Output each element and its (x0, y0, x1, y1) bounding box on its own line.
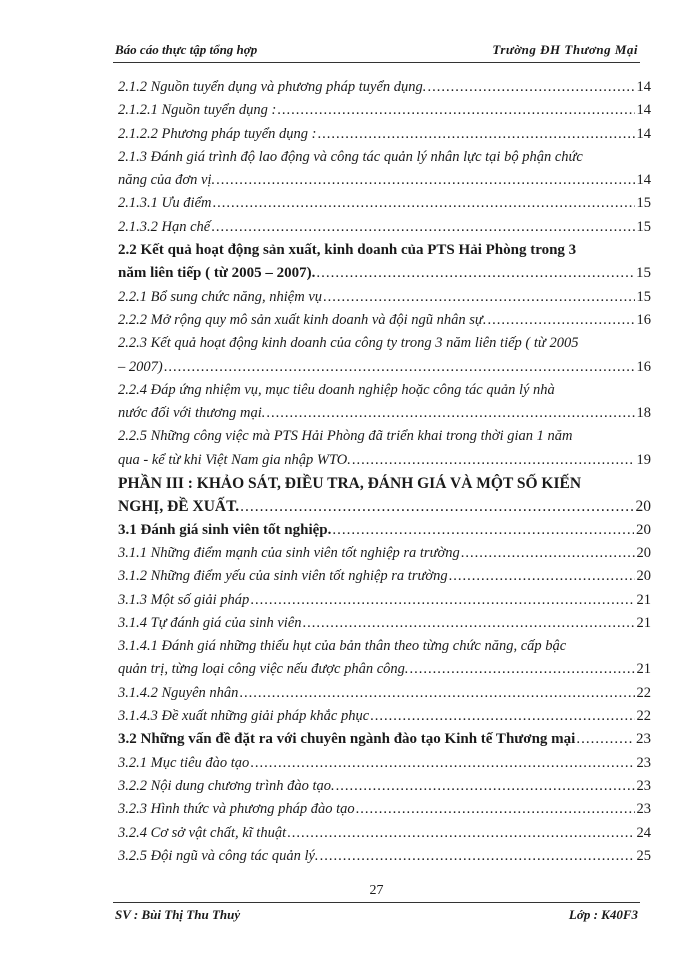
toc-entry-text: 2.2.5 Những công việc mà PTS Hải Phòng đã triển khai trong thời gian 1 năm (118, 428, 573, 445)
toc-page-number: 21 (636, 614, 651, 631)
toc-page-number: 15 (636, 218, 651, 235)
toc-entry-text: 3.2.5 Đội ngũ và công tác quản lý. (118, 847, 319, 864)
toc-page-number: 18 (636, 405, 651, 422)
toc-entry[interactable] (118, 76, 651, 99)
toc-leader-dots (287, 822, 634, 845)
toc-entry-text: 2.1.3.1 Ưu điểm (118, 195, 212, 212)
toc-entry[interactable] (118, 239, 651, 286)
page-header (113, 40, 640, 63)
toc-entry-text: 3.1 Đánh giá sinh viên tốt nghiệp. (118, 521, 332, 538)
toc-entry[interactable] (118, 798, 651, 821)
table-of-contents (118, 76, 651, 868)
toc-entry[interactable] (118, 542, 651, 565)
toc-entry-text: 3.1.3 Một số giải pháp (118, 591, 250, 608)
footer-class: Lớp : K40F3 (568, 907, 638, 922)
toc-page-number: 23 (636, 754, 651, 771)
toc-entry-text: 2.1.3 Đánh giá trình độ lao động và công tác quản lý nhân lực tại bộ phận chức (118, 148, 583, 165)
toc-entry-text: năng của đơn vị. (118, 172, 216, 189)
toc-entry-text: 2.2.1 Bổ sung chức năng, nhiệm vụ (118, 288, 323, 305)
toc-page-number: 14 (636, 172, 651, 189)
toc-entry-text: 2.1.2 Nguồn tuyển dụng và phương pháp tuyển dụng. (118, 79, 427, 95)
header-report-title: Báo cáo thực tập tổng hợp (115, 42, 258, 57)
toc-page-number: 21 (636, 661, 651, 678)
toc-entry[interactable] (118, 845, 651, 868)
toc-leader-dots (449, 565, 635, 588)
toc-page-number: 15 (636, 195, 651, 212)
toc-entry-text: 2.1.2.1 Nguồn tuyển dụng : (118, 102, 277, 119)
toc-page-number: 25 (636, 847, 651, 864)
toc-page-number: 14 (636, 125, 651, 142)
toc-entry[interactable] (118, 728, 651, 751)
toc-leader-dots (240, 495, 633, 518)
toc-entry[interactable] (118, 123, 651, 146)
toc-entry-text: 3.2 Những vấn đề đặt ra với chuyên ngành đào tạo Kinh tế Thương mại (118, 731, 576, 748)
toc-entry[interactable] (118, 752, 651, 775)
toc-leader-dots (303, 612, 635, 635)
toc-entry[interactable] (118, 635, 651, 682)
toc-page-number: 24 (636, 824, 651, 841)
toc-page-number: 14 (636, 79, 651, 95)
toc-leader-dots (250, 589, 634, 612)
toc-entry-text: NGHỊ, ĐỀ XUẤT. (118, 498, 240, 516)
toc-leader-dots (266, 402, 634, 425)
toc-page-number: 22 (636, 708, 651, 725)
toc-entry[interactable] (118, 216, 651, 239)
toc-entry[interactable] (118, 425, 651, 472)
toc-entry-text: 3.2.3 Hình thức và phương pháp đào tạo (118, 801, 355, 818)
page-footer (113, 883, 640, 927)
toc-leader-dots (356, 798, 635, 821)
toc-entry[interactable] (118, 682, 651, 705)
toc-entry-text: 2.2.2 Mở rộng quy mô sản xuất kinh doanh và đội ngũ nhân sự. (118, 311, 487, 328)
toc-leader-dots (410, 658, 635, 681)
toc-leader-dots (336, 775, 635, 798)
toc-leader-dots (216, 169, 634, 192)
toc-leader-dots (352, 449, 635, 472)
toc-entry-text: 3.2.1 Mục tiêu đào tạo (118, 754, 250, 771)
toc-page-number: 21 (636, 591, 651, 608)
toc-leader-dots (323, 286, 634, 309)
toc-entry-text: nước đối với thương mại. (118, 405, 266, 422)
toc-leader-dots (239, 682, 634, 705)
toc-entry-text: qua - kể từ khi Việt Nam gia nhập WTO. (118, 451, 351, 468)
toc-entry-text: 3.1.4 Tự đánh giá của sinh viên (118, 614, 302, 631)
toc-leader-dots (487, 309, 634, 332)
page-number: 27 (369, 883, 384, 898)
toc-entry[interactable] (118, 565, 651, 588)
toc-page-number: 22 (636, 684, 651, 701)
toc-entry[interactable] (118, 309, 651, 332)
toc-entry[interactable] (118, 286, 651, 309)
toc-leader-dots (316, 262, 634, 285)
toc-leader-dots (277, 99, 634, 122)
toc-page-number: 23 (636, 731, 651, 748)
header-university: Trường ĐH Thương Mại (492, 42, 638, 57)
toc-page-number: 16 (636, 311, 651, 328)
toc-entry-text: 3.1.2 Những điểm yếu của sinh viên tốt nghiệp ra trường (118, 568, 448, 585)
toc-leader-dots (427, 76, 634, 99)
toc-entry[interactable] (118, 146, 651, 193)
toc-entry-text: 2.1.3.2 Hạn chế (118, 218, 211, 235)
toc-entry[interactable] (118, 379, 651, 426)
toc-entry-text: – 2007) (118, 358, 163, 375)
toc-page-number: 20 (636, 521, 651, 538)
toc-leader-dots (317, 123, 634, 146)
toc-page-number: 15 (636, 288, 651, 305)
toc-entry[interactable] (118, 99, 651, 122)
toc-entry[interactable] (118, 519, 651, 542)
toc-page-number: 23 (636, 801, 651, 818)
toc-leader-dots (211, 216, 634, 239)
toc-leader-dots (332, 519, 634, 542)
toc-leader-dots (250, 752, 634, 775)
toc-leader-dots (164, 356, 635, 379)
toc-entry[interactable] (118, 822, 651, 845)
toc-entry-text: 3.2.2 Nội dung chương trình đào tạo. (118, 777, 335, 794)
toc-leader-dots (213, 192, 635, 215)
toc-entry-text: 3.2.4 Cơ sở vật chất, kĩ thuật (118, 824, 287, 841)
toc-entry-text: 2.2.3 Kết quả hoạt động kinh doanh của công ty trong 3 năm liên tiếp ( từ 2005 (118, 335, 579, 352)
toc-entry[interactable] (118, 472, 651, 519)
toc-entry[interactable] (118, 332, 651, 379)
toc-entry[interactable] (118, 775, 651, 798)
footer-student: SV : Bùi Thị Thu Thuỷ (115, 907, 241, 922)
toc-page-number: 23 (636, 777, 651, 794)
toc-page-number: 14 (636, 102, 651, 119)
toc-page-number: 20 (636, 568, 651, 585)
toc-entry-text: 3.1.4.3 Đề xuất những giải pháp khắc phục (118, 708, 370, 725)
toc-page-number: 20 (635, 498, 651, 516)
toc-leader-dots (370, 705, 634, 728)
toc-entry-text: 2.2 Kết quả hoạt động sản xuất, kinh doanh của PTS Hải Phòng trong 3 (118, 242, 577, 259)
toc-page-number: 15 (636, 265, 651, 282)
toc-entry[interactable] (118, 705, 651, 728)
toc-entry[interactable] (118, 192, 651, 215)
toc-leader-dots (576, 728, 634, 751)
toc-page-number: 19 (636, 451, 651, 468)
toc-entry-text: 2.1.2.2 Phương pháp tuyển dụng : (118, 125, 317, 142)
toc-entry-text: 3.1.1 Những điểm mạnh của sinh viên tốt nghiệp ra trường (118, 544, 460, 561)
toc-entry[interactable] (118, 589, 651, 612)
toc-entry-text: quản trị, từng loại công việc nếu được phân công. (118, 661, 409, 678)
toc-page-number: 16 (636, 358, 651, 375)
toc-page-number: 20 (636, 544, 651, 561)
toc-entry-text: 2.2.4 Đáp ứng nhiệm vụ, mục tiêu doanh nghiệp hoặc công tác quản lý nhà (118, 381, 555, 398)
toc-entry[interactable] (118, 612, 651, 635)
toc-entry-text: năm liên tiếp ( từ 2005 – 2007). (118, 265, 316, 282)
toc-leader-dots (461, 542, 635, 565)
toc-entry-text: PHẦN III : KHẢO SÁT, ĐIỀU TRA, ĐÁNH GIÁ VÀ MỘT SỐ KIẾN (118, 475, 582, 493)
toc-leader-dots (320, 845, 635, 868)
toc-entry-text: 3.1.4.2 Nguyên nhân (118, 684, 239, 701)
toc-entry-text: 3.1.4.1 Đánh giá những thiếu hụt của bản thân theo từng chức năng, cấp bậc (118, 638, 567, 655)
